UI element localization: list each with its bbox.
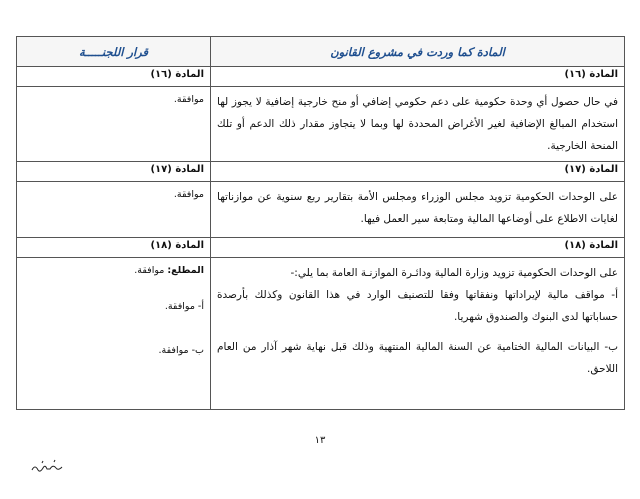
article-17-decision: موافقة.	[17, 182, 211, 238]
article-17-law-title: المادة (١٧)	[211, 162, 625, 182]
page-number: ١٣	[314, 435, 326, 446]
header-decision-column: قرار اللجنـــــة	[17, 37, 211, 67]
article-18-law-item-b: ب- البيانات المالية الختامية عن السنة المالية المنتهية وذلك قبل نهاية شهر آذار من العام اللاحق.	[217, 341, 618, 375]
article-18-decision-title: المادة (١٨)	[17, 238, 211, 258]
comparison-table	[16, 36, 625, 410]
article-18-decision-item-a: أ- موافقة.	[164, 301, 204, 312]
article-16-title-row	[17, 67, 625, 87]
article-18-title-row	[17, 238, 625, 258]
article-18-decision-intro-label: المطلع:	[167, 265, 204, 276]
article-18-body-row	[17, 258, 625, 410]
article-16-law-text: في حال حصول أي وحدة حكومية على دعم حكومي إضافي أو منح خارجية إضافية لا يجوز لها استخدام المبالغ الإضافية لغير الأغراض المحددة لها وبما لا يتجاوز مقدار ذلك الدعم أو تلك المنحة الخارجية.	[211, 87, 625, 162]
article-18-law-item-a: أ- مواقف مالية لإيراداتها ونفقاتها وفقا للتصنيف الوارد في هذا القانون وكذلك بأرصدة حساباتها لدى البنوك والصندوق شهريا.	[217, 289, 618, 323]
signature-initials	[28, 458, 88, 474]
article-16-decision: موافقة.	[17, 87, 211, 162]
article-18-law-title: المادة (١٨)	[211, 238, 625, 258]
article-18-law-intro: على الوحدات الحكومية تزويد وزارة المالية ودائـرة الموازنـة العامة بما يلي:-	[290, 267, 618, 279]
article-16-body-row	[17, 87, 625, 162]
article-17-body-row	[17, 182, 625, 238]
article-17-decision-title: المادة (١٧)	[17, 162, 211, 182]
article-18-law-cell	[211, 258, 625, 410]
article-18-decision-cell	[17, 258, 211, 410]
article-18-decision-intro-value: موافقة.	[134, 265, 168, 276]
article-16-law-title: المادة (١٦)	[211, 67, 625, 87]
header-law-column: المادة كما وردت في مشروع القانون	[211, 37, 625, 67]
article-16-decision-title: المادة (١٦)	[17, 67, 211, 87]
table-header-row	[17, 37, 625, 67]
article-18-decision-intro	[23, 264, 204, 278]
article-17-title-row	[17, 162, 625, 182]
article-18-decision-item-b: ب- موافقة.	[158, 345, 204, 356]
article-17-law-text: على الوحدات الحكومية تزويد مجلس الوزراء ومجلس الأمة بتقارير ربع سنوية عن موازناتها لغايات الاطلاع على أوضاعها المالية ومتابعة سير العمل فيها.	[211, 182, 625, 238]
